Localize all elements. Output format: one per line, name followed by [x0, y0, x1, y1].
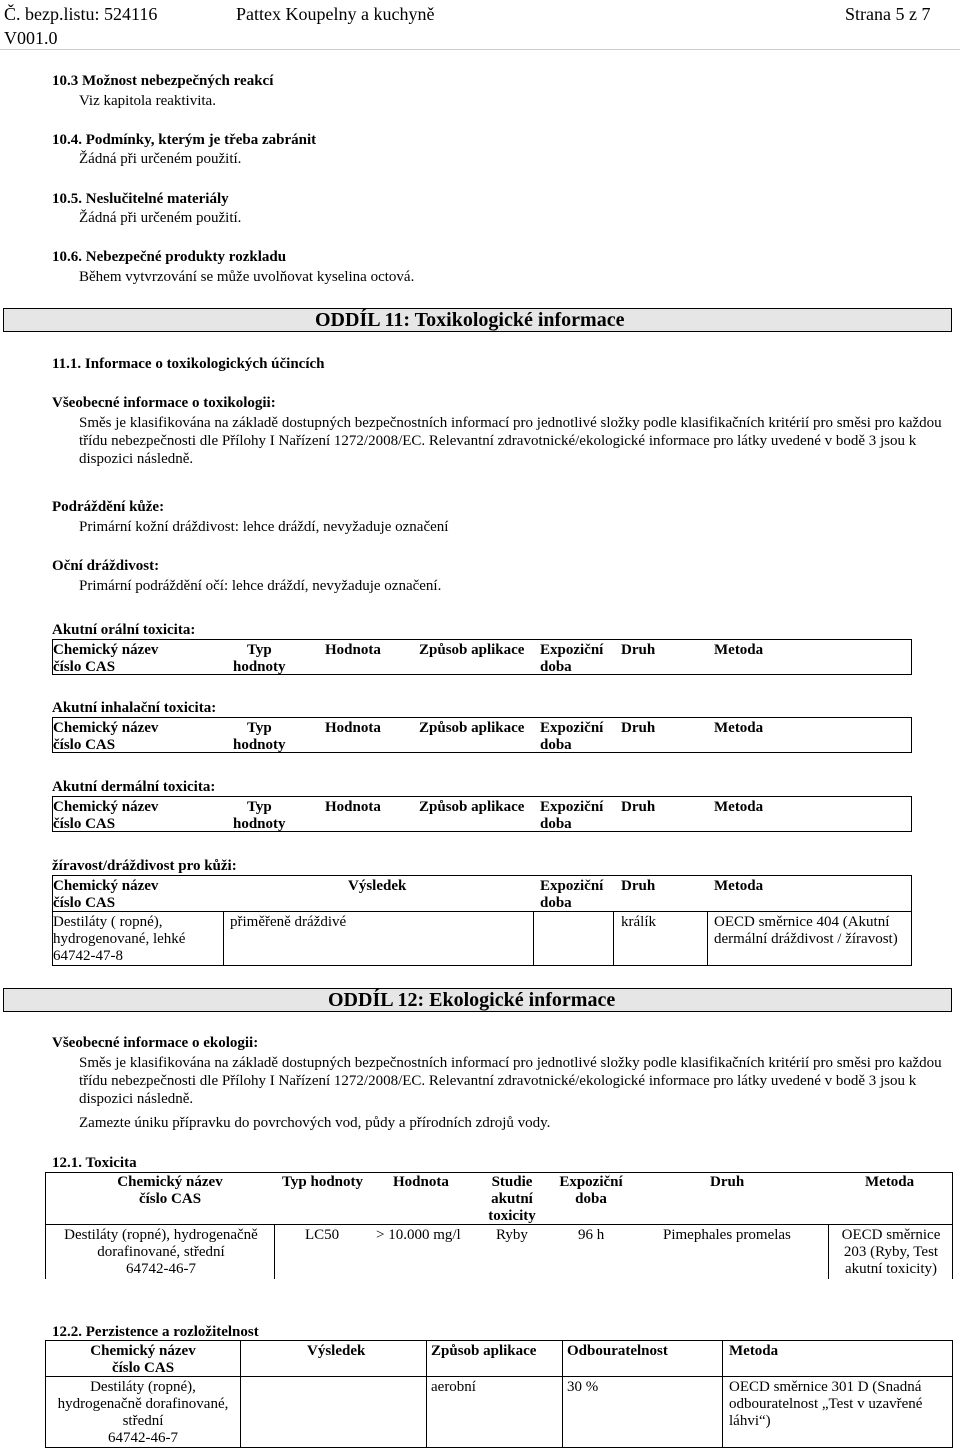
- pers-row-zpusob: aerobní: [431, 1379, 476, 1395]
- inhal-table: [52, 717, 912, 753]
- corr-hdr-cas: číslo CAS: [53, 895, 116, 911]
- hdr-metoda: Metoda: [714, 642, 764, 658]
- pers-row-chem2: hydrogenačně dorafinované,: [57, 1396, 229, 1412]
- s10-4-title: 10.4. Podmínky, kterým je třeba zabránit: [52, 132, 317, 148]
- pers-col-divider: [722, 1341, 723, 1447]
- hdr-expo: Expoziční: [540, 642, 604, 658]
- corr-hdr-metoda: Metoda: [714, 878, 764, 894]
- hdr-zpusob: Způsob aplikace: [419, 799, 525, 815]
- s12-general-text: Směs je klasifikována na základě dostupných bezpečnostních informací pro jednotlivé složky podle klasifikačních kritérií pro směsi pro každou třídu nebezpečnosti dle Přílohy I Nařízení 1272/2008/EC. Relevantní zdravotnické/ekologické informace pro látky uvedené v bodě 3 jsou k dispozici následně.: [79, 1055, 942, 1107]
- s10-4-text: Žádná při určeném použití.: [79, 151, 242, 167]
- hdr-hodnota: Hodnota: [325, 642, 381, 658]
- header-divider: [0, 49, 960, 50]
- skin-text: Primární kožní dráždivost: lehce dráždí, nevyžaduje označení: [79, 519, 449, 535]
- hdr-druh: Druh: [621, 799, 656, 815]
- tox-row-studie: Ryby: [496, 1227, 528, 1243]
- corr-hdr-druh: Druh: [621, 878, 656, 894]
- corr-col-divider: [707, 911, 708, 966]
- corr-row-druh: králík: [621, 914, 656, 930]
- hdr-expo: Expoziční: [540, 799, 604, 815]
- pers-hdr-vysledek: Výsledek: [307, 1343, 366, 1359]
- tox-row-metoda3: akutní toxicity): [844, 1261, 938, 1277]
- eye-label: Oční dráždivost:: [52, 558, 160, 574]
- s10-6-title: 10.6. Nebezpečné produkty rozkladu: [52, 249, 287, 265]
- hdr-chem: Chemický název: [53, 720, 159, 736]
- inhal-label: Akutní inhalační toxicita:: [52, 700, 217, 716]
- pers-row-metoda: OECD směrnice 301 D (Snadná: [729, 1379, 922, 1395]
- toxicity-label: 12.1. Toxicita: [52, 1155, 137, 1171]
- eye-text: Primární podráždění očí: lehce dráždí, nevyžaduje označení.: [79, 578, 442, 594]
- toxicity-table: [45, 1172, 953, 1279]
- hdr-chem: Chemický název: [53, 799, 159, 815]
- corr-hdr-chem: Chemický název: [53, 878, 159, 894]
- hdr-expo2: doba: [540, 659, 572, 675]
- corr-row-cas: 64742-47-8: [53, 948, 123, 964]
- product-name: Pattex Koupelny a kuchyně: [236, 4, 435, 24]
- tox-hdr-druh: Druh: [710, 1174, 745, 1190]
- hdr-typ: Typ: [247, 799, 272, 815]
- corr-row-chem: Destiláty ( ropné),: [53, 914, 163, 930]
- tox-hdr-studie3: toxicity: [488, 1208, 536, 1224]
- tox-hdr-cas: číslo CAS: [138, 1191, 202, 1207]
- tox-row-metoda: OECD směrnice: [841, 1227, 941, 1243]
- hdr-hodnota: Hodnota: [325, 720, 381, 736]
- page-number: Strana 5 z 7: [845, 4, 931, 24]
- corr-col-divider: [533, 911, 534, 966]
- pers-hdr-zpusob: Způsob aplikace: [431, 1343, 537, 1359]
- pers-hdr-cas: číslo CAS: [111, 1360, 175, 1376]
- corr-label: žíravost/dráždivost pro kůži:: [52, 858, 237, 874]
- hdr-typ: Typ: [247, 642, 272, 658]
- hdr-cas: číslo CAS: [53, 737, 116, 753]
- s11-general-text: Směs je klasifikována na základě dostupných bezpečnostních informací pro jednotlivé složky podle klasifikačních kritérií pro směsi pro každou třídu nebezpečnosti dle Přílohy I Nařízení 1272/2008/EC. Relevantní zdravotnické/ekologické informace pro látky uvedené v bodě 3 jsou k dispozici následně.: [79, 415, 942, 467]
- dermal-table: [52, 796, 912, 832]
- pers-row-chem: Destiláty (ropné),: [90, 1379, 196, 1395]
- s11-general-label: Všeobecné informace o toxikologii:: [52, 395, 276, 411]
- corr-col-divider: [613, 911, 614, 966]
- tox-hdr-expo2: doba: [575, 1191, 607, 1207]
- hdr-expo: Expoziční: [540, 720, 604, 736]
- corr-row-vysledek: přiměřeně dráždivé: [230, 914, 347, 930]
- tox-row-hodnota: > 10.000 mg/l: [376, 1227, 461, 1243]
- corr-row-chem2: hydrogenované, lehké: [53, 931, 186, 947]
- hdr-typ2: hodnoty: [233, 816, 286, 832]
- corr-col-divider: [223, 911, 224, 966]
- s10-5-text: Žádná při určeném použití.: [79, 210, 242, 226]
- hdr-metoda: Metoda: [714, 720, 764, 736]
- persistence-table: [45, 1340, 953, 1448]
- hdr-chem: Chemický název: [53, 642, 159, 658]
- hdr-typ2: hodnoty: [233, 737, 286, 753]
- hdr-druh: Druh: [621, 642, 656, 658]
- tox-row-druh: Pimephales promelas: [663, 1227, 791, 1243]
- persistence-label: 12.2. Perzistence a rozložitelnost: [52, 1324, 259, 1340]
- hdr-typ: Typ: [247, 720, 272, 736]
- tox-hdr-expo: Expoziční: [559, 1174, 623, 1190]
- hdr-expo2: doba: [540, 816, 572, 832]
- tox-hdr-typ: Typ hodnoty: [282, 1174, 364, 1190]
- tox-hdr-chem: Chemický název: [117, 1174, 223, 1190]
- pers-hdr-chem: Chemický název: [90, 1343, 196, 1359]
- tox-row-metoda2: 203 (Ryby, Test: [843, 1244, 939, 1260]
- pers-row-metoda2: odbouratelnost „Test v uzavřené: [729, 1396, 923, 1412]
- oral-table: [52, 639, 912, 675]
- tox-row-chem2: dorafinované, střední: [97, 1244, 225, 1260]
- hdr-typ2: hodnoty: [233, 659, 286, 675]
- version: V001.0: [4, 28, 58, 48]
- s11-1-subtitle: 11.1. Informace o toxikologických účincích: [52, 356, 325, 372]
- pers-col-divider: [426, 1341, 427, 1447]
- pers-row-chem3: střední: [122, 1413, 164, 1429]
- hdr-zpusob: Způsob aplikace: [419, 720, 525, 736]
- corr-table: [52, 875, 912, 966]
- s10-3-title: 10.3 Možnost nebezpečných reakcí: [52, 73, 274, 89]
- hdr-hodnota: Hodnota: [325, 799, 381, 815]
- hdr-zpusob: Způsob aplikace: [419, 642, 525, 658]
- section-11-title: ODDÍL 11: Toxikologické informace: [315, 309, 625, 331]
- tox-hdr-studie2: akutní: [491, 1191, 533, 1207]
- pers-col-divider: [240, 1341, 241, 1447]
- tox-row-cas: 64742-46-7: [126, 1261, 196, 1277]
- tox-row-typ: LC50: [305, 1227, 340, 1243]
- pers-hdr-metoda: Metoda: [729, 1343, 779, 1359]
- pers-row-cas: 64742-46-7: [108, 1430, 178, 1446]
- tox-row-expo: 96 h: [578, 1227, 605, 1243]
- hdr-metoda: Metoda: [714, 799, 764, 815]
- sheet-number: Č. bezp.listu: 524116: [4, 4, 158, 24]
- hdr-druh: Druh: [621, 720, 656, 736]
- dermal-label: Akutní dermální toxicita:: [52, 779, 216, 795]
- pers-hdr-odbour: Odbouratelnost: [567, 1343, 668, 1359]
- corr-hdr-expo: Expoziční: [540, 878, 604, 894]
- s10-5-title: 10.5. Neslučitelné materiály: [52, 191, 229, 207]
- tox-row-chem: Destiláty (ropné), hydrogenačně: [64, 1227, 258, 1243]
- s12-general-text2: Zamezte úniku přípravku do povrchových vod, půdy a přírodních zdrojů vody.: [79, 1115, 551, 1131]
- s10-3-text: Viz kapitola reaktivita.: [79, 93, 216, 109]
- corr-hdr-expo2: doba: [540, 895, 572, 911]
- tox-hdr-studie: Studie: [491, 1174, 533, 1190]
- corr-row-metoda2: dermální dráždivost / žíravost): [714, 931, 898, 947]
- hdr-cas: číslo CAS: [53, 659, 116, 675]
- pers-row-metoda3: láhvi“): [729, 1413, 771, 1429]
- corr-row-metoda: OECD směrnice 404 (Akutní: [714, 914, 890, 930]
- s12-general-label: Všeobecné informace o ekologii:: [52, 1035, 259, 1051]
- s10-6-text: Během vytvrzování se může uvolňovat kyselina octová.: [79, 269, 415, 285]
- section-12-title: ODDÍL 12: Ekologické informace: [328, 989, 616, 1011]
- corr-row-divider: [53, 911, 911, 912]
- oral-label: Akutní orální toxicita:: [52, 622, 196, 638]
- tox-hdr-hodnota: Hodnota: [393, 1174, 449, 1190]
- pers-col-divider: [562, 1341, 563, 1447]
- corr-hdr-vysledek: Výsledek: [348, 878, 407, 894]
- pers-row-odbour: 30 %: [567, 1379, 599, 1395]
- hdr-expo2: doba: [540, 737, 572, 753]
- tox-hdr-metoda: Metoda: [865, 1174, 915, 1190]
- skin-label: Podráždění kůže:: [52, 499, 165, 515]
- hdr-cas: číslo CAS: [53, 816, 116, 832]
